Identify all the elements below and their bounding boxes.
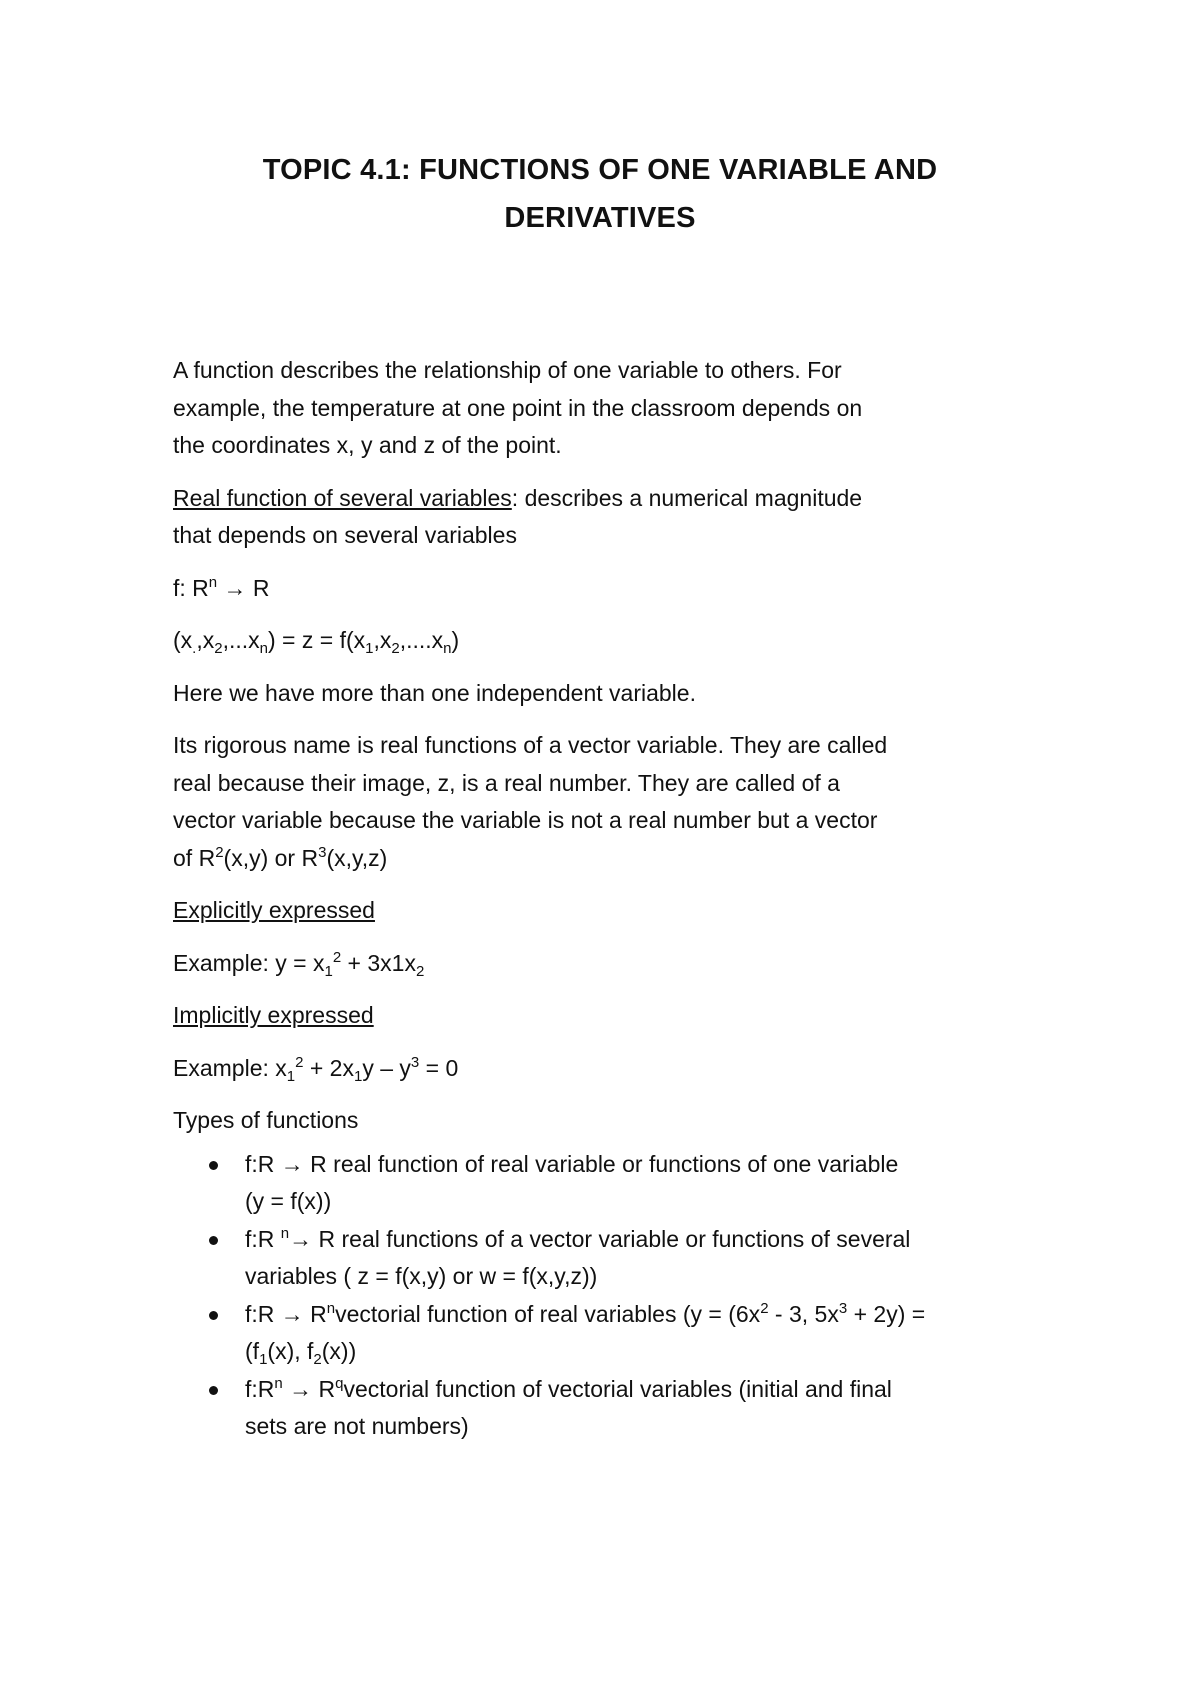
explicit-sub: 2	[415, 962, 425, 980]
type-line: f:R → R	[245, 1300, 327, 1327]
explicit-example	[173, 945, 1033, 983]
mapping-codomain: → R	[217, 574, 270, 601]
independent-paragraph: Here we have more than one independent variable.	[173, 679, 696, 706]
bullet-icon	[209, 1161, 218, 1170]
implicit-part: Example: x	[173, 1054, 287, 1081]
type-line: (x), f	[267, 1338, 314, 1364]
types-heading: Types of functions	[173, 1107, 359, 1133]
type-line: vectorial function of vectorial variables (initial and final	[343, 1375, 892, 1402]
type-sup: n	[274, 1374, 283, 1392]
type-line: - 3, 5x	[768, 1300, 839, 1327]
list-item	[173, 1146, 1033, 1221]
document-body	[173, 352, 1033, 1446]
tuple-part: (x	[173, 627, 193, 653]
title-line-1: TOPIC 4.1: FUNCTIONS OF ONE VARIABLE AND	[262, 154, 938, 186]
tuple-sub: 2	[391, 640, 400, 657]
type-line: → R real functions of a vector variable or functions of several	[289, 1225, 911, 1252]
tuple-part: ,...x	[222, 627, 260, 653]
title-line-2: DERIVATIVES	[504, 202, 696, 234]
types-list	[173, 1146, 1033, 1446]
implicit-part: + 2x	[303, 1054, 354, 1081]
tuple-sub: 2	[214, 640, 223, 657]
type-line: → R	[282, 1375, 336, 1402]
type-line: vectorial function of real variables (y = (6x	[335, 1300, 761, 1327]
tuple-sub: n	[443, 640, 452, 657]
tuple-sub: n	[259, 640, 268, 657]
type-sup: 2	[760, 1299, 769, 1317]
rigorous-line-3: vector variable because the variable is not a real number but a vector	[173, 807, 878, 833]
rigorous-sup: 2	[215, 843, 224, 861]
type-line: sets are not numbers)	[245, 1413, 469, 1439]
mapping-exponent: n	[208, 573, 218, 591]
implicit-part: = 0	[419, 1054, 459, 1081]
rigorous-sup: 3	[318, 843, 327, 861]
tuple-part: ,x	[196, 627, 215, 653]
implicit-sub: 1	[353, 1067, 363, 1085]
intro-line-3: the coordinates x, y and z of the point.	[173, 432, 562, 458]
rigorous-line-1: Its rigorous name is real functions of a vector variable. They are called	[173, 732, 888, 758]
explicit-sup: 2	[332, 948, 342, 966]
type-sup: q	[335, 1374, 344, 1392]
type-line: f:R	[245, 1225, 281, 1252]
bullet-icon	[209, 1311, 218, 1320]
tuple-part: ,....x	[399, 627, 444, 653]
explicit-part: Example: y = x	[173, 949, 325, 976]
implicit-sup: 2	[295, 1053, 304, 1071]
tuple-part: ,x	[373, 627, 392, 653]
intro-line-1: A function describes the relationship of one variable to others. For	[173, 357, 842, 383]
type-sup: n	[280, 1224, 290, 1242]
page-title	[170, 146, 1030, 242]
type-sub: 1	[259, 1351, 268, 1368]
list-item	[173, 1221, 1033, 1296]
type-line: (x))	[321, 1338, 357, 1364]
list-item	[173, 1296, 1033, 1371]
tuple-part: )	[451, 627, 460, 653]
type-line: (f	[245, 1338, 260, 1364]
real-function-desc-1: : describes a numerical magnitude	[511, 484, 863, 511]
type-sub: 2	[313, 1351, 322, 1368]
intro-line-2: example, the temperature at one point in the classroom depends on	[173, 394, 863, 421]
type-line: f:R → R real function of real variable or functions of one variable	[245, 1150, 899, 1177]
real-function-desc-2: that depends on several variables	[173, 522, 517, 548]
type-line: f:R	[245, 1375, 275, 1402]
tuple-formula	[173, 622, 1033, 660]
type-line: variables ( z = f(x,y) or w = f(x,y,z))	[245, 1263, 598, 1289]
type-line: (y = f(x))	[245, 1188, 332, 1214]
explicit-heading: Explicitly expressed	[173, 897, 375, 923]
real-function-heading: Real function of several variables	[173, 484, 512, 511]
real-function-paragraph	[173, 480, 1033, 555]
rigorous-paragraph	[173, 727, 1033, 877]
bullet-icon	[209, 1386, 218, 1395]
implicit-heading: Implicitly expressed	[173, 1002, 374, 1028]
intro-paragraph	[173, 352, 1033, 465]
mapping-domain: f: R	[173, 574, 209, 601]
rigorous-line-4: (x,y,z)	[326, 844, 388, 871]
tuple-part: ) = z = f(x	[267, 627, 366, 653]
rigorous-line-4: (x,y) or R	[223, 844, 319, 871]
mapping-formula	[173, 570, 1033, 608]
implicit-sup: 3	[410, 1053, 420, 1071]
tuple-sub: 1	[365, 640, 374, 657]
list-item	[173, 1371, 1033, 1446]
type-line: + 2y) =	[847, 1300, 926, 1327]
rigorous-line-2: real because their image, z, is a real number. They are called of a	[173, 769, 840, 796]
implicit-example	[173, 1050, 1033, 1088]
tuple-sub: .	[192, 640, 197, 657]
type-sup: n	[326, 1299, 336, 1317]
explicit-sub: 1	[324, 962, 333, 980]
bullet-icon	[209, 1236, 218, 1245]
type-sup: 3	[838, 1299, 848, 1317]
implicit-part: y – y	[362, 1054, 411, 1081]
explicit-part: + 3x1x	[341, 949, 416, 976]
implicit-sub: 1	[286, 1067, 296, 1085]
rigorous-line-4: of R	[173, 844, 216, 871]
